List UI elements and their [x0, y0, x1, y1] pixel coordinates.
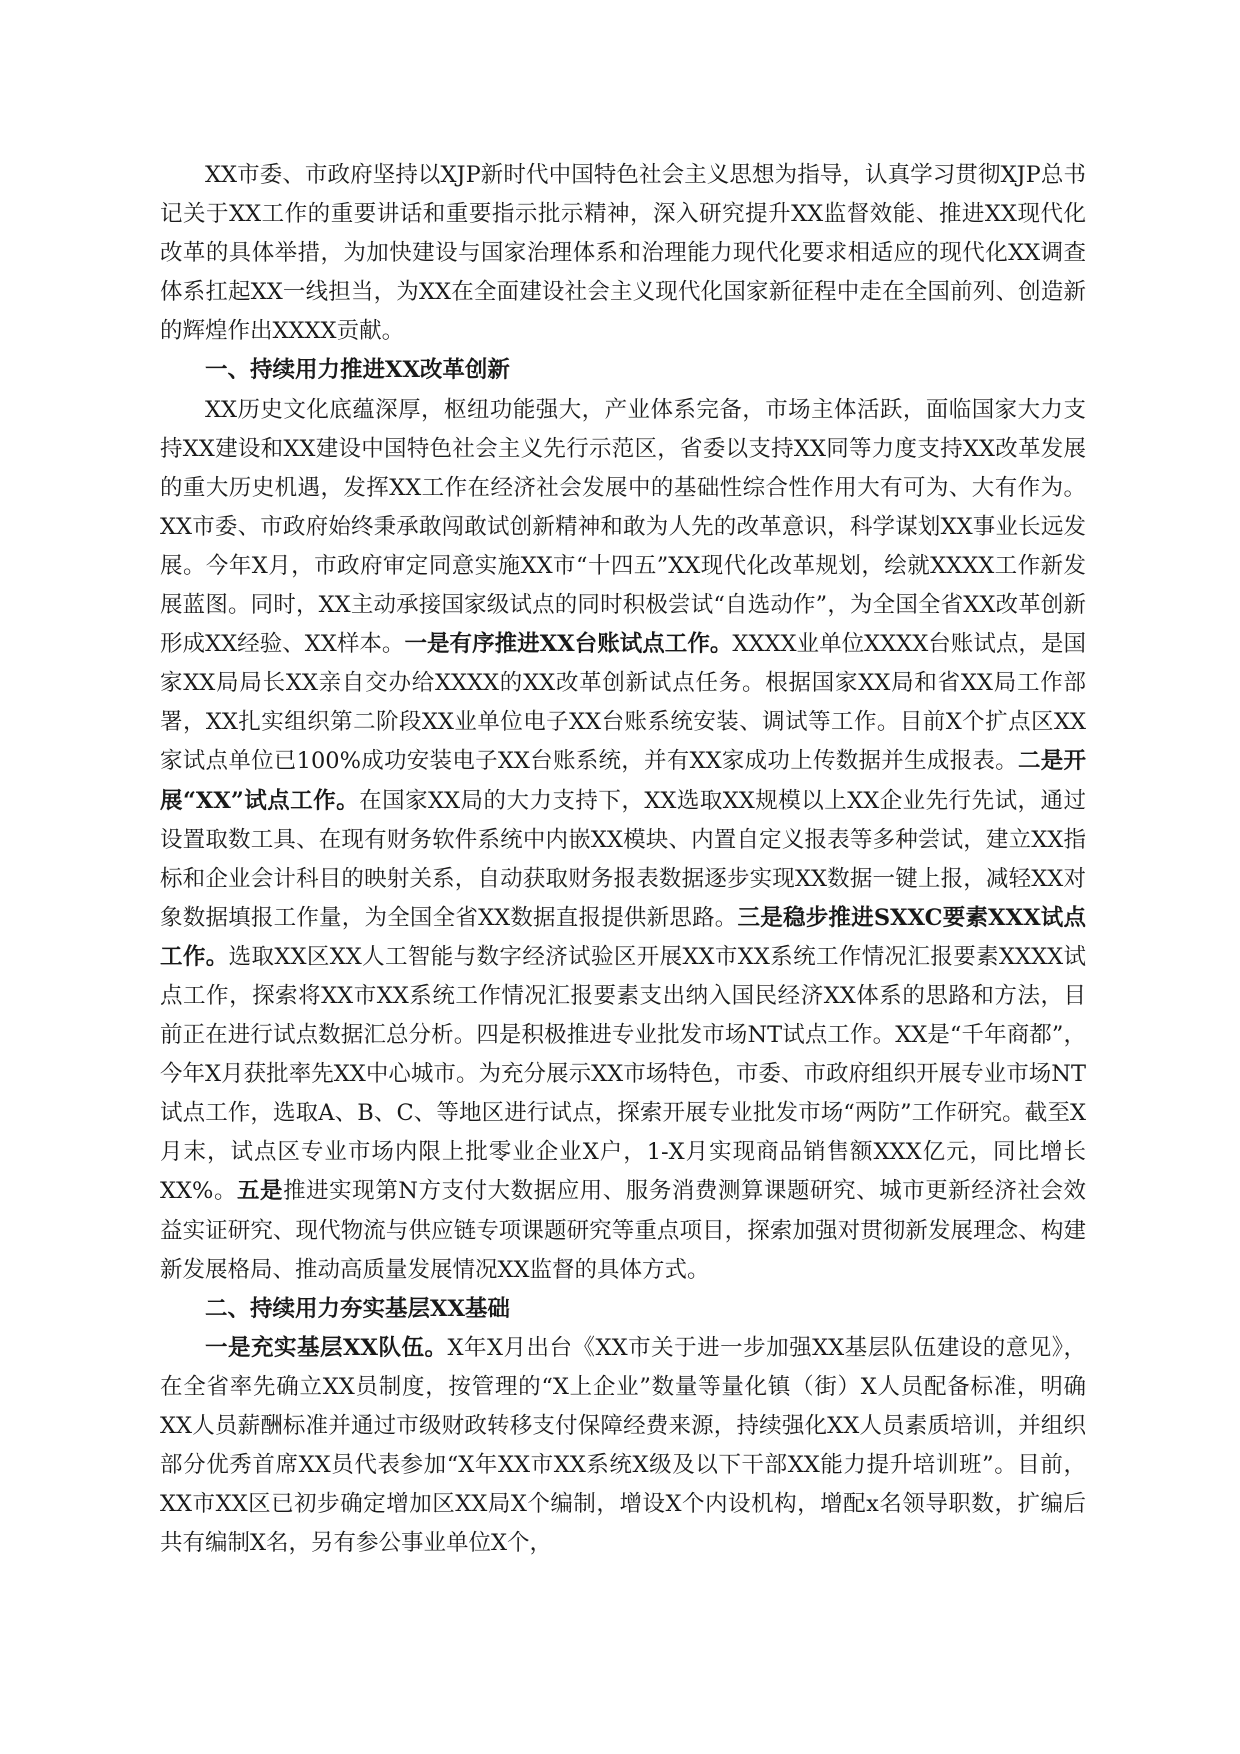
- section-2-text-a: X年X月出台《XX市关于进一步加强XX基层队伍建设的意见》，在全省率先确立XX员制度，按管理的“X上企业”数量等量化镇（街）X人员配备标准，明确XX人员薪酬标准并通过市级财政转移支付保障经费来源，持续强化XX人员素质培训，并组织部分优秀首席XX员代表参加“X年XX市XX系统X级及以下干部XX能力提升培训班”。目前，XX市XX区已初步确定增加区XX局X个编制，增设X个内设机构，增配x名领导职数，扩编后共有编制X名，另有参公事业单位X个，: [160, 1334, 1086, 1557]
- section-1-text-a: XX历史文化底蕴深厚，枢纽功能强大，产业体系完备，市场主体活跃，面临国家大力支持XX建设和XX建设中国特色社会主义先行示范区，省委以支持XX同等力度支持XX改革发展的重大历史机遇，发挥XX工作在经济社会发展中的基础性综合性作用大有可为、大有作为。XX市委、市政府始终秉承敢闯敢试创新精神和敢为人先的改革意识，科学谋划XX事业长远发展。今年X月，市政府审定同意实施XX市“十四五”XX现代化改革规划，绘就XXXX工作新发展蓝图。同时，XX主动承接国家级试点的同时积极尝试“自选动作”，为全国全省XX改革创新形成XX经验、XX样本。: [160, 396, 1086, 658]
- section-1-heading: 一、持续用力推进XX改革创新: [205, 357, 510, 384]
- section-1-point-3: 三是稳步推进SXXC要素XXX试点工作。: [160, 904, 1086, 970]
- section-1-point-5: 五是: [237, 1178, 284, 1205]
- section-1-text-c: XXXX业单位XXXX台账试点，是国家XX局局长XX亲自交办给XXXX的XX改革创新试点任务。根据国家XX局和省XX局工作部署，XX扎实组织第二阶段XX业单位电子XX台账系统安装、调试等工作。目前X个扩点区XX家试点单位已100%成功安装电子XX台账系统，并有XX家成功上传数据并生成报表。: [160, 631, 1086, 775]
- section-1-point-1: 一是有序推进XX台账试点工作。: [404, 631, 733, 658]
- section-1-text-d: 在国家XX局的大力支持下，XX选取XX规模以上XX企业先行先试，通过设置取数工具、在现有财务软件系统中内嵌XX模块、内置自定义报表等多种尝试，建立XX指标和企业会计科目的映射关系，自动获取财务报表数据逐步实现XX数据一键上报，减轻XX对象数据填报工作量，为全国全省XX数据直报提供新思路。: [160, 787, 1086, 931]
- section-2-point-1: 一是充实基层XX队伍。: [205, 1334, 448, 1361]
- section-1-text-e: 选取XX区XX人工智能与数字经济试验区开展XX市XX系统工作情况汇报要素XXXX试点工作，探索将XX市XX系统工作情况汇报要素支出纳入国民经济XX体系的思路和方法，目前正在进行试点数据汇总分析。四是积极推进专业批发市场NT试点工作。XX是“千年商都”，今年X月获批率先XX中心城市。为充分展示XX市场特色，市委、市政府组织开展专业市场NT试点工作，选取A、B、C、等地区进行试点，探索开展专业批发市场“两防”工作研究。截至X月末，试点区专业市场内限上批零业企业X户，1-X月实现商品销售额XXX亿元，同比增长XX%。: [160, 943, 1086, 1205]
- section-2-heading: 二、持续用力夯实基层XX基础: [205, 1295, 510, 1322]
- section-2-paragraph: [160, 1329, 1086, 1564]
- section-1-text-f: 推进实现第N方支付大数据应用、服务消费测算课题研究、城市更新经济社会效益实证研究、现代物流与供应链专项课题研究等重点项目，探索加强对贯彻新发展理念、构建新发展格局、推动高质量发展情况XX监督的具体方式。: [160, 1178, 1086, 1283]
- intro-paragraph: XX市委、市政府坚持以XJP新时代中国特色社会主义思想为指导，认真学习贯彻XJP总书记关于XX工作的重要讲话和重要指示批示精神，深入研究提升XX监督效能、推进XX现代化改革的具体举措，为加快建设与国家治理体系和治理能力现代化要求相适应的现代化XX调查体系扛起XX一线担当，为XX在全面建设社会主义现代化国家新征程中走在全国前列、创造新的辉煌作出XXXX贡献。: [160, 162, 1086, 345]
- section-1-point-2: 二是开展“XX”试点工作。: [160, 748, 1086, 814]
- section-1-paragraph: [160, 391, 1086, 1290]
